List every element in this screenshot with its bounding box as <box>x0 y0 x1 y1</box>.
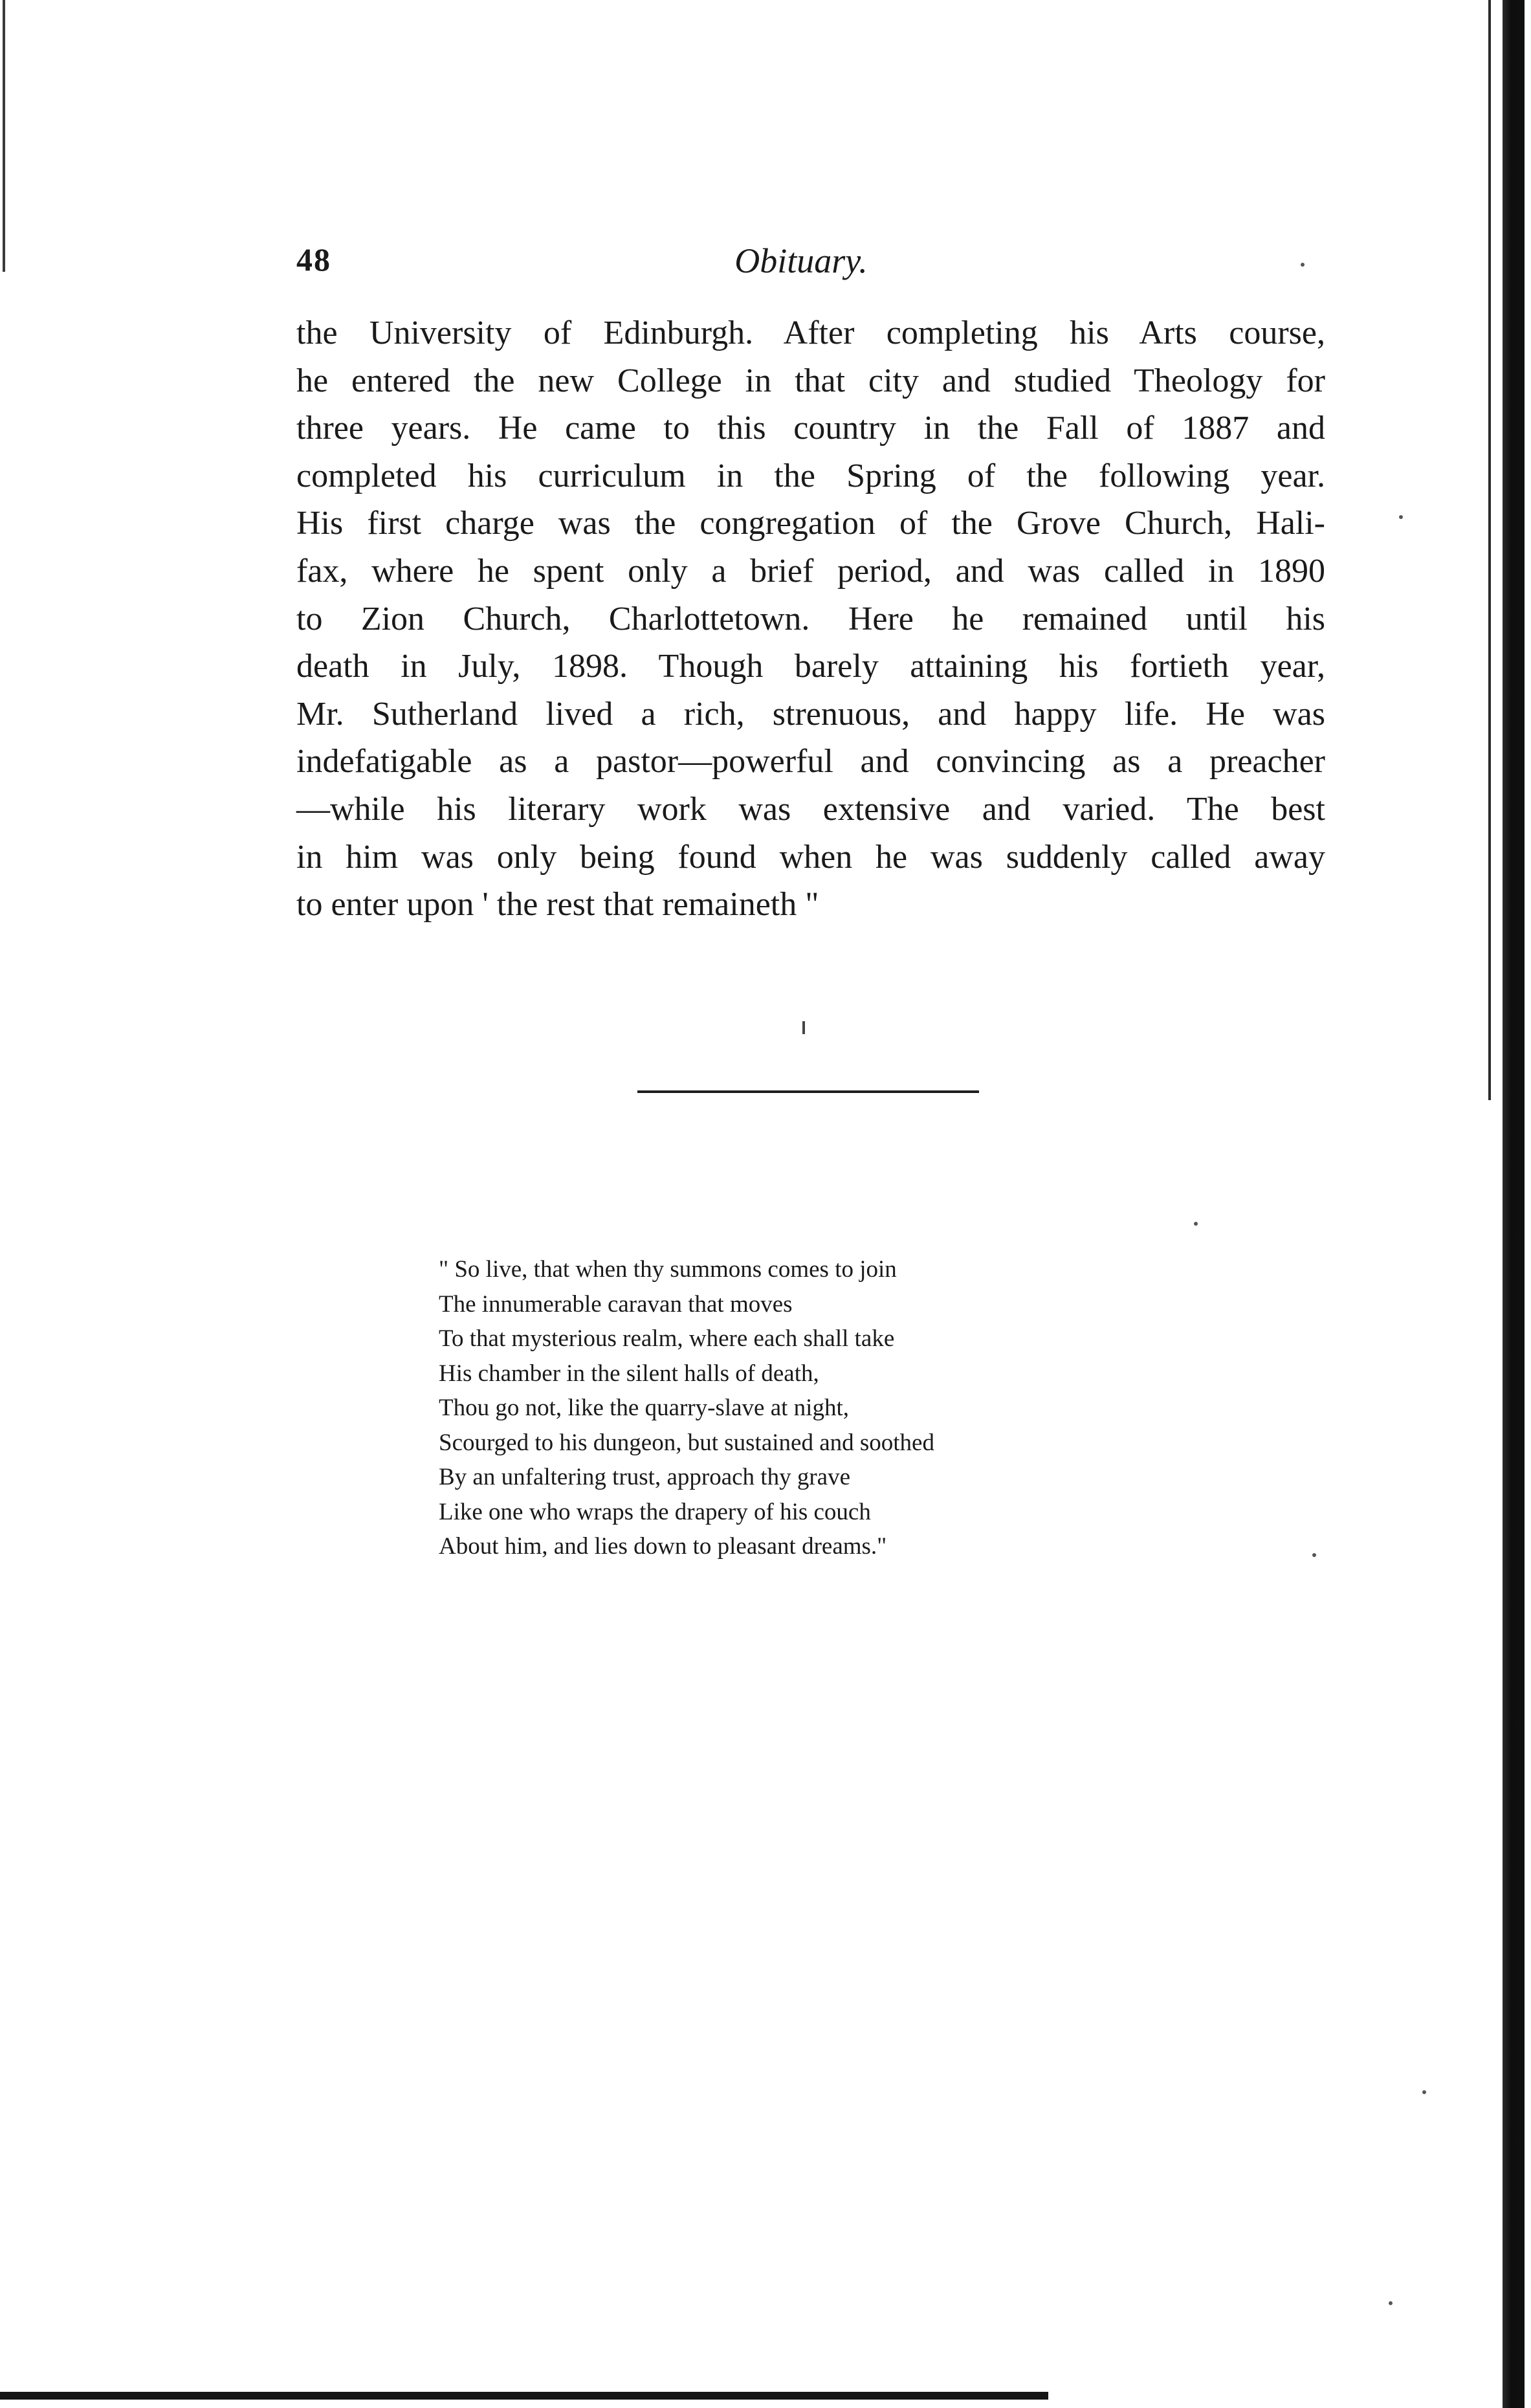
scan-edge-right <box>1503 0 1525 2408</box>
page-header <box>296 241 1306 299</box>
text-line: the University of Edinburgh. After completing his Arts course, <box>296 315 1325 351</box>
text-line: to Zion Church, Charlottetown. Here he remained until his <box>296 600 1325 637</box>
scan-edge-right-line <box>1488 0 1491 1100</box>
text-line: three years. He came to this country in the Fall of 1887 and <box>296 410 1325 447</box>
stray-mark <box>802 1021 805 1034</box>
obituary-paragraph <box>296 309 1325 929</box>
speck-mark <box>1301 263 1305 267</box>
speck-mark <box>1312 1553 1316 1557</box>
poem-line: The innumerable caravan that moves <box>439 1290 793 1318</box>
text-line: His first charge was the congregation of the Grove Church, Hali- <box>296 505 1325 542</box>
text-line: in him was only being found when he was suddenly called away <box>296 838 1325 876</box>
scan-edge-left <box>3 0 5 272</box>
poem-line: About him, and lies down to pleasant dreams." <box>439 1533 887 1560</box>
scan-edge-bottom <box>0 2392 1048 2400</box>
text-line: death in July, 1898. Though barely attaining his fortieth year, <box>296 648 1325 685</box>
text-line: he entered the new College in that city and studied Theology for <box>296 362 1325 399</box>
poem-line: To that mysterious realm, where each shall take <box>439 1325 895 1352</box>
speck-mark <box>1422 2090 1426 2094</box>
text-line: Mr. Sutherland lived a rich, strenuous, and happy life. He was <box>296 695 1325 733</box>
poem-line: " So live, that when thy summons comes to join <box>439 1256 897 1283</box>
poem-line: Thou go not, like the quarry-slave at night, <box>439 1395 849 1421</box>
running-title: Obituary. <box>734 241 868 280</box>
text-line: indefatigable as a pastor—powerful and convincing as a preacher <box>296 743 1325 780</box>
poem-line: Scourged to his dungeon, but sustained and soothed <box>439 1429 934 1456</box>
section-rule <box>637 1090 979 1093</box>
speck-mark <box>1399 515 1403 519</box>
poem-quotation <box>439 1252 1215 1564</box>
speck-mark <box>1194 1222 1198 1226</box>
text-line: fax, where he spent only a brief period, and was called in 1890 <box>296 552 1325 590</box>
page-number: 48 <box>296 241 331 278</box>
text-line: completed his curriculum in the Spring of the following year. <box>296 457 1325 494</box>
poem-line: His chamber in the silent halls of death, <box>439 1360 819 1387</box>
speck-mark <box>1389 2301 1393 2305</box>
text-line: to enter upon ' the rest that remaineth " <box>296 886 819 923</box>
poem-line: Like one who wraps the drapery of his couch <box>439 1498 871 1525</box>
poem-line: By an unfaltering trust, approach thy grave <box>439 1464 850 1490</box>
text-line: —while his literary work was extensive and varied. The best <box>296 790 1325 828</box>
